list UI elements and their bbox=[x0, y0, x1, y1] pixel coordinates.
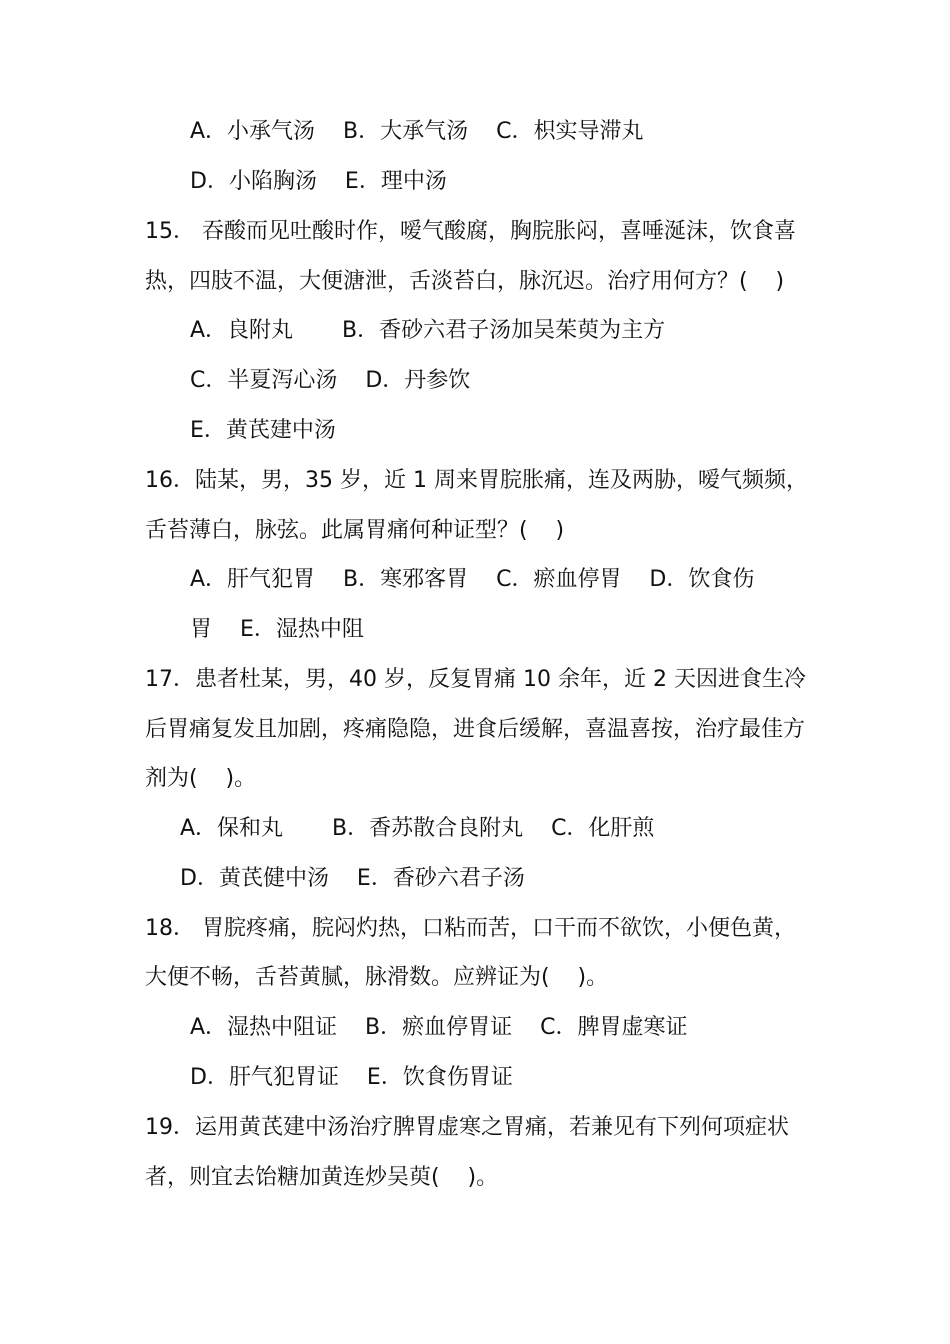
q17-options-line-2: D．黄芪健中汤 E．香砂六君子汤 bbox=[180, 866, 525, 891]
q15-options-line-3: E．黄芪建中汤 bbox=[190, 418, 336, 443]
q19-stem-line-2: 者，则宜去饴糖加黄连炒吴萸( )。 bbox=[145, 1165, 499, 1190]
q17-stem-line-3: 剂为( )。 bbox=[145, 766, 257, 791]
q16-options-line-1: A．肝气犯胃 B．寒邪客胃 C．瘀血停胃 D．饮食伤 bbox=[190, 567, 755, 592]
q16-stem-line-2: 舌苔薄白，脉弦。此属胃痛何种证型？( ) bbox=[145, 518, 565, 543]
q15-options-line-1: A．良附丸 B．香砂六君子汤加吴茱萸为主方 bbox=[190, 318, 666, 343]
q18-stem-line-1: 18． 胃脘疼痛，脘闷灼热，口粘而苦，口干而不欲饮，小便色黄， bbox=[145, 916, 796, 941]
q16-options-line-2: 胃 E．湿热中阻 bbox=[190, 617, 364, 642]
q17-stem-line-1: 17．患者杜某，男，40 岁，反复胃痛 10 余年，近 2 天因进食生冷 bbox=[145, 667, 806, 692]
q15-options-line-2: C．半夏泻心汤 D．丹参饮 bbox=[190, 368, 471, 393]
q14-options-line-1: A．小承气汤 B．大承气汤 C．枳实导滞丸 bbox=[190, 119, 644, 144]
q14-options-line-2: D．小陷胸汤 E．理中汤 bbox=[190, 169, 447, 194]
q18-options-line-2: D．肝气犯胃证 E．饮食伤胃证 bbox=[190, 1065, 513, 1090]
q18-stem-line-2: 大便不畅，舌苔黄腻，脉滑数。应辨证为( )。 bbox=[145, 965, 609, 990]
q15-stem-line-1: 15． 吞酸而见吐酸时作，嗳气酸腐，胸脘胀闷，喜唾涎沫，饮食喜 bbox=[145, 219, 796, 244]
q17-stem-line-2: 后胃痛复发且加剧，疼痛隐隐，进食后缓解，喜温喜按，治疗最佳方 bbox=[145, 717, 806, 742]
q15-stem-line-2: 热，四肢不温，大便溏泄，舌淡苔白，脉沉迟。治疗用何方？( ) bbox=[145, 269, 785, 294]
q18-options-line-1: A．湿热中阻证 B．瘀血停胃证 C．脾胃虚寒证 bbox=[190, 1015, 688, 1040]
q19-stem-line-1: 19．运用黄芪建中汤治疗脾胃虚寒之胃痛，若兼见有下列何项症状 bbox=[145, 1115, 789, 1140]
q17-options-line-1: A．保和丸 B．香苏散合良附丸 C．化肝煎 bbox=[180, 816, 655, 841]
q16-stem-line-1: 16．陆某，男，35 岁，近 1 周来胃脘胀痛，连及两胁，嗳气频频， bbox=[145, 468, 808, 493]
